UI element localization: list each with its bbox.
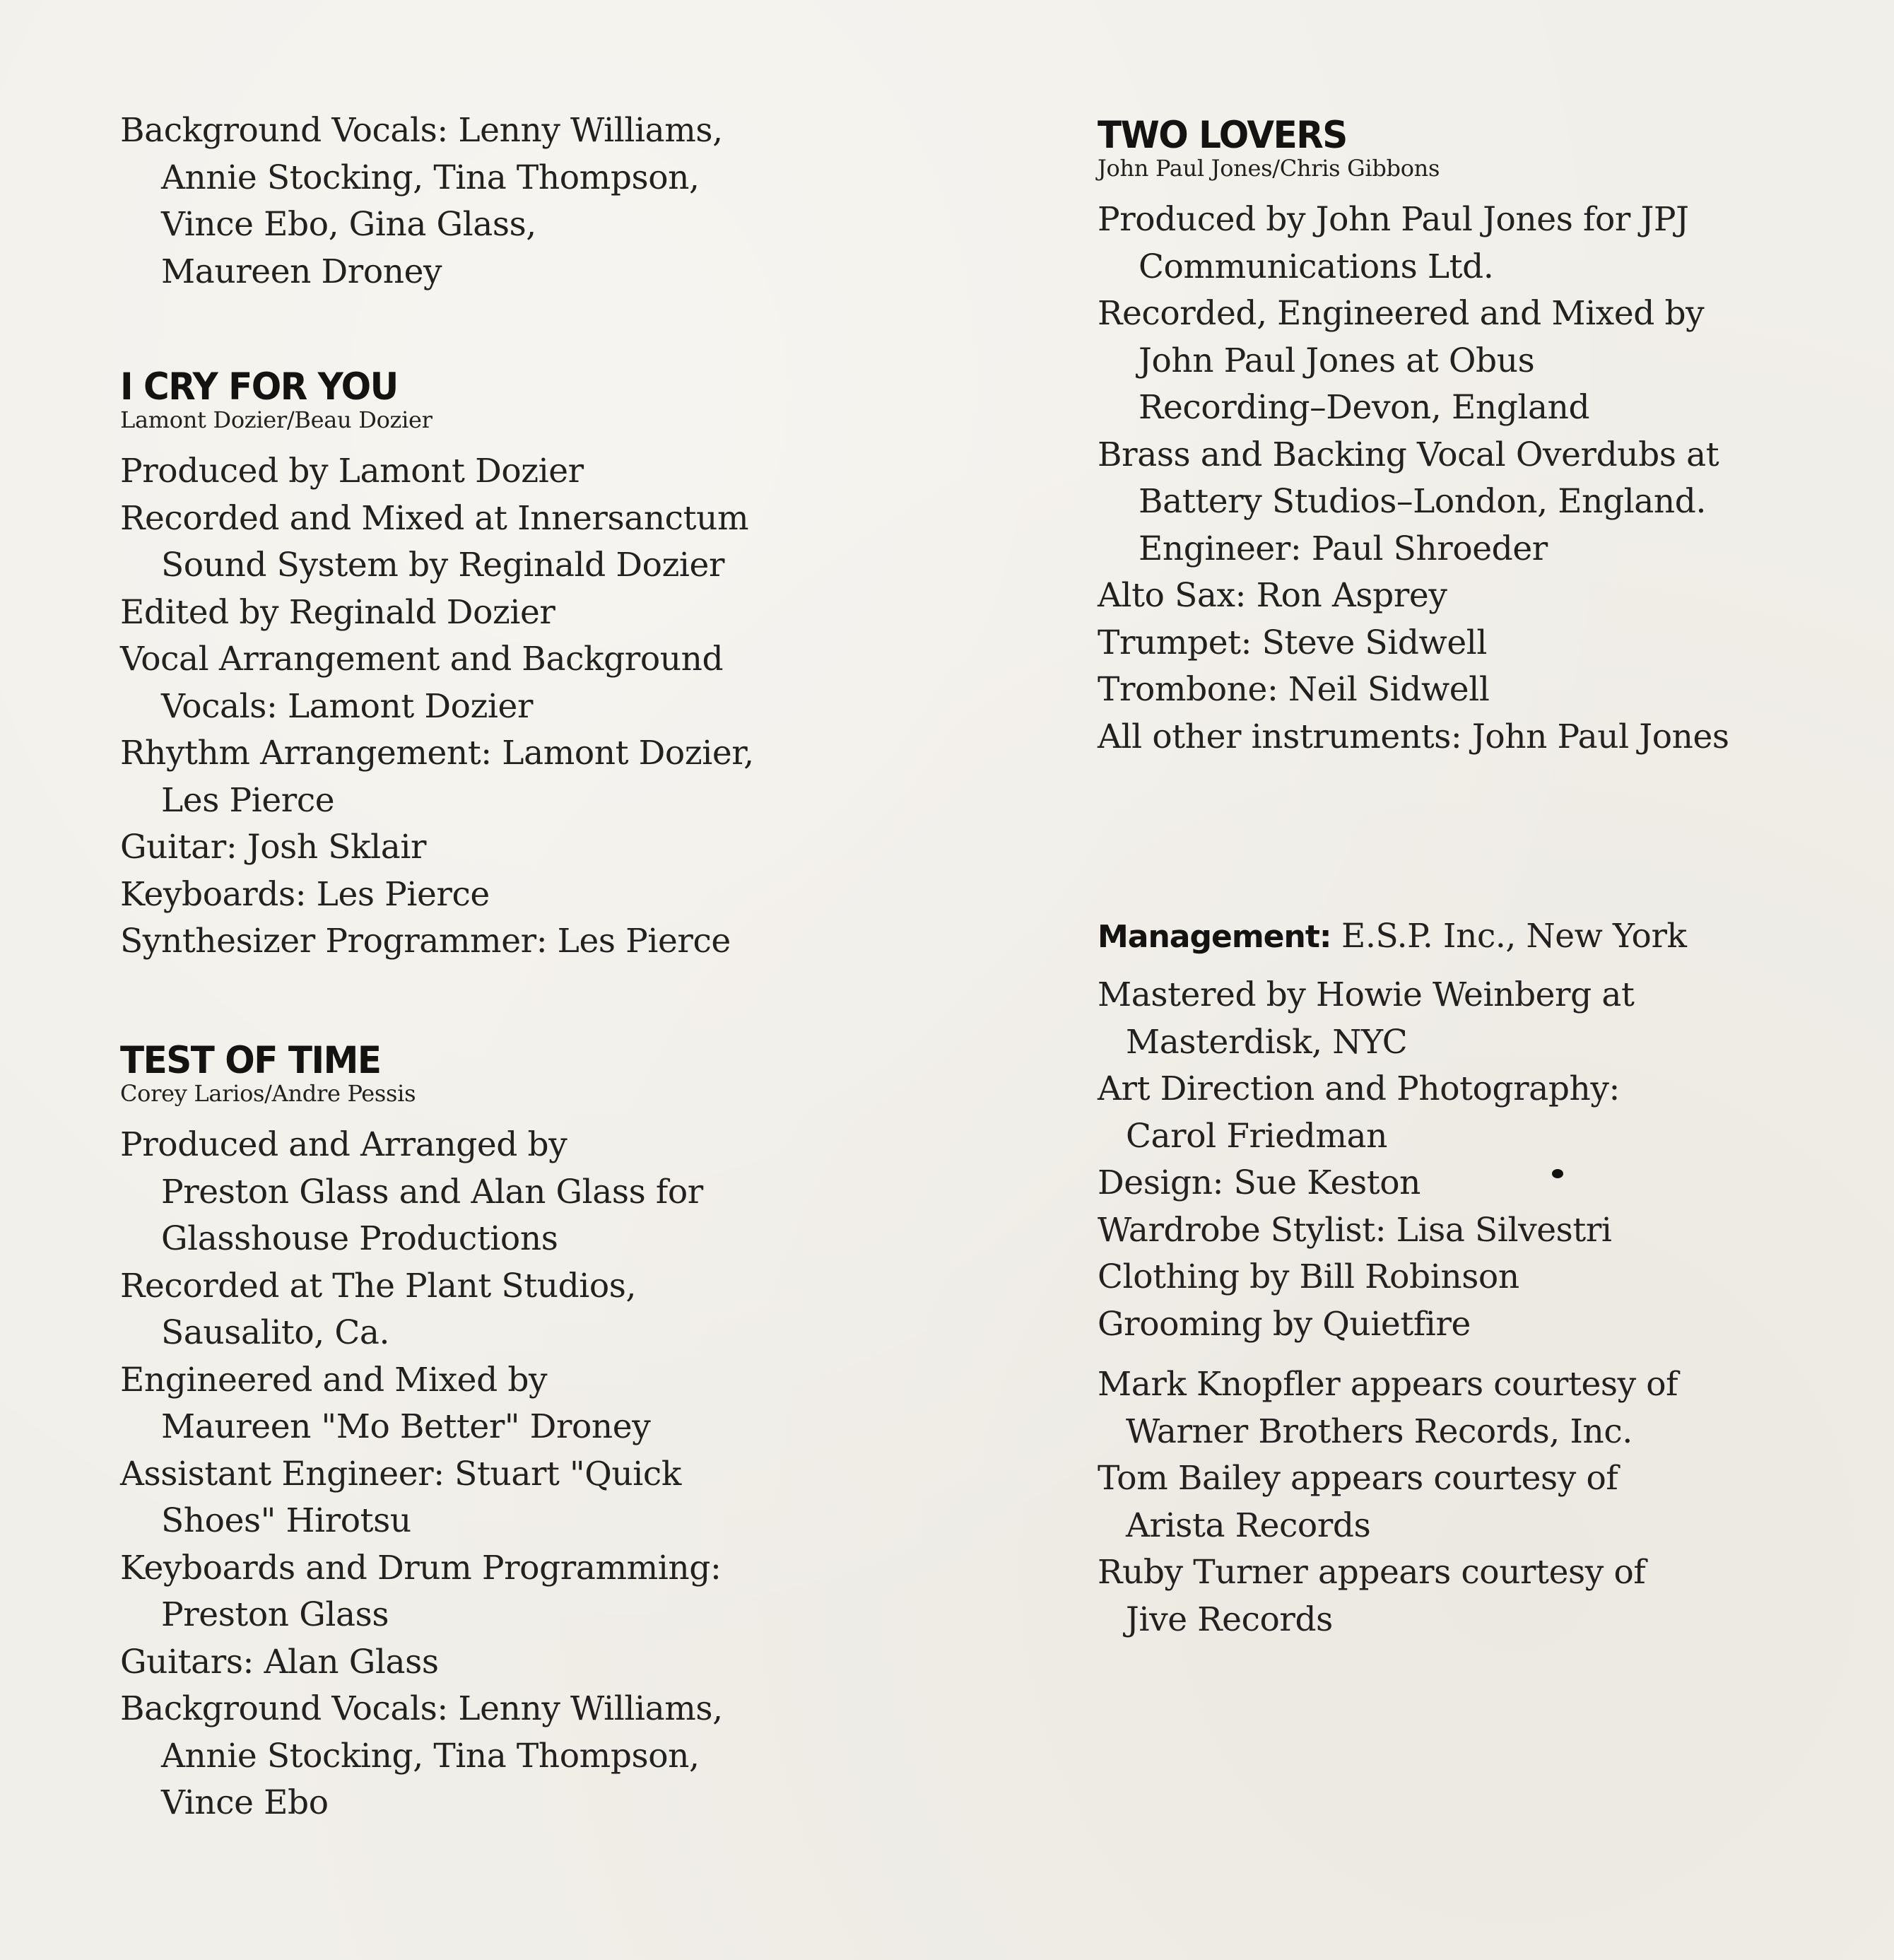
credit-line: Vocals: Lamont Dozier xyxy=(161,686,534,726)
production-credits xyxy=(1098,972,1861,1348)
song-credits xyxy=(1098,196,1861,761)
credit-line: Synthesizer Programmer: Les Pierce xyxy=(120,922,731,961)
credit-line: Sausalito, Ca. xyxy=(161,1313,390,1352)
credit-line: Mastered by Howie Weinberg at xyxy=(1098,975,1635,1014)
credit-line: Vocal Arrangement and Background xyxy=(120,640,724,679)
credit-line: Wardrobe Stylist: Lisa Silvestri xyxy=(1098,1210,1612,1250)
credit-line: Tom Bailey appears courtesy of xyxy=(1098,1459,1618,1498)
song-test-of-time xyxy=(120,1040,954,1827)
credit-line: Recording–Devon, England xyxy=(1139,388,1590,427)
intro-credits xyxy=(120,107,954,295)
credit-line: Brass and Backing Vocal Overdubs at xyxy=(1098,435,1719,474)
credit-line: Assistant Engineer: Stuart "Quick xyxy=(120,1454,681,1494)
credit-line: Masterdisk, NYC xyxy=(1126,1022,1408,1062)
credit-line: All other instruments: John Paul Jones xyxy=(1098,717,1729,756)
credit-line: Jive Records xyxy=(1126,1600,1333,1639)
credit-line: Clothing by Bill Robinson xyxy=(1098,1257,1519,1296)
credit-line: Ruby Turner appears courtesy of xyxy=(1098,1553,1646,1592)
credit-line: Les Pierce xyxy=(161,780,335,820)
song-title: TWO LOVERS xyxy=(1098,113,1347,157)
credit-line: Guitars: Alan Glass xyxy=(120,1642,439,1682)
song-writers: Lamont Dozier/Beau Dozier xyxy=(120,406,433,433)
song-writers: Corey Larios/Andre Pessis xyxy=(120,1080,416,1107)
credit-line: Produced by John Paul Jones for JPJ xyxy=(1098,200,1689,239)
management-value: E.S.P. Inc., New York xyxy=(1341,917,1687,956)
credit-line: Background Vocals: Lenny Williams, xyxy=(120,111,723,150)
credit-line: Alto Sax: Ron Asprey xyxy=(1098,576,1447,615)
song-title: TEST OF TIME xyxy=(120,1038,381,1082)
song-credits xyxy=(120,448,954,966)
credit-line: Produced by Lamont Dozier xyxy=(120,452,584,491)
credit-line: Annie Stocking, Tina Thompson, xyxy=(161,1736,700,1776)
song-title: I CRY FOR YOU xyxy=(120,365,398,409)
credit-line: Vince Ebo xyxy=(161,1783,329,1822)
credit-line: Sound System by Reginald Dozier xyxy=(161,546,725,585)
credit-line: Vince Ebo, Gina Glass, xyxy=(161,205,536,244)
credit-line: Communications Ltd. xyxy=(1139,247,1494,286)
credit-line: Rhythm Arrangement: Lamont Dozier, xyxy=(120,734,754,773)
credit-line: John Paul Jones at Obus xyxy=(1139,341,1535,380)
credit-line: Recorded, Engineered and Mixed by xyxy=(1098,294,1705,333)
courtesy-credits xyxy=(1098,1361,1861,1643)
credit-line: Keyboards: Les Pierce xyxy=(120,874,490,914)
credit-line: Trombone: Neil Sidwell xyxy=(1098,670,1490,709)
credit-line: Recorded and Mixed at Innersanctum xyxy=(120,498,749,538)
credit-line: Keyboards and Drum Programming: xyxy=(120,1548,722,1588)
management-label: Management: xyxy=(1098,919,1331,955)
credit-line: Shoes" Hirotsu xyxy=(161,1501,411,1540)
credit-line: Design: Sue Keston xyxy=(1098,1163,1421,1202)
credit-line: Edited by Reginald Dozier xyxy=(120,592,555,632)
credit-line: Arista Records xyxy=(1126,1506,1371,1545)
print-speck xyxy=(1552,1169,1563,1178)
credit-line: Preston Glass xyxy=(161,1595,389,1634)
credit-line: Grooming by Quietfire xyxy=(1098,1304,1471,1344)
credit-line: Preston Glass and Alan Glass for xyxy=(161,1172,703,1211)
credit-line: Annie Stocking, Tina Thompson, xyxy=(161,158,700,197)
credit-line: Glasshouse Productions xyxy=(161,1219,558,1258)
credit-line: Engineer: Paul Shroeder xyxy=(1139,529,1548,568)
credit-line: Engineered and Mixed by xyxy=(120,1360,548,1399)
song-credits xyxy=(120,1122,954,1827)
song-two-lovers xyxy=(1098,115,1861,761)
credit-line: Maureen Droney xyxy=(161,252,442,291)
credit-line: Carol Friedman xyxy=(1126,1116,1387,1156)
credit-line: Mark Knopfler appears courtesy of xyxy=(1098,1365,1678,1404)
credit-line: Recorded at The Plant Studios, xyxy=(120,1266,637,1305)
credit-line: Warner Brothers Records, Inc. xyxy=(1126,1412,1633,1451)
credit-line: Guitar: Josh Sklair xyxy=(120,828,427,867)
credit-line: Trumpet: Steve Sidwell xyxy=(1098,623,1488,662)
song-i-cry-for-you xyxy=(120,366,954,966)
credit-line: Battery Studios–London, England. xyxy=(1139,482,1707,521)
song-writers: John Paul Jones/Chris Gibbons xyxy=(1098,155,1440,182)
credit-line: Produced and Arranged by xyxy=(120,1125,567,1164)
credit-line: Art Direction and Photography: xyxy=(1098,1069,1620,1108)
management-line xyxy=(1098,913,1861,961)
credit-line: Maureen "Mo Better" Droney xyxy=(161,1407,651,1446)
credit-line: Background Vocals: Lenny Williams, xyxy=(120,1689,723,1728)
